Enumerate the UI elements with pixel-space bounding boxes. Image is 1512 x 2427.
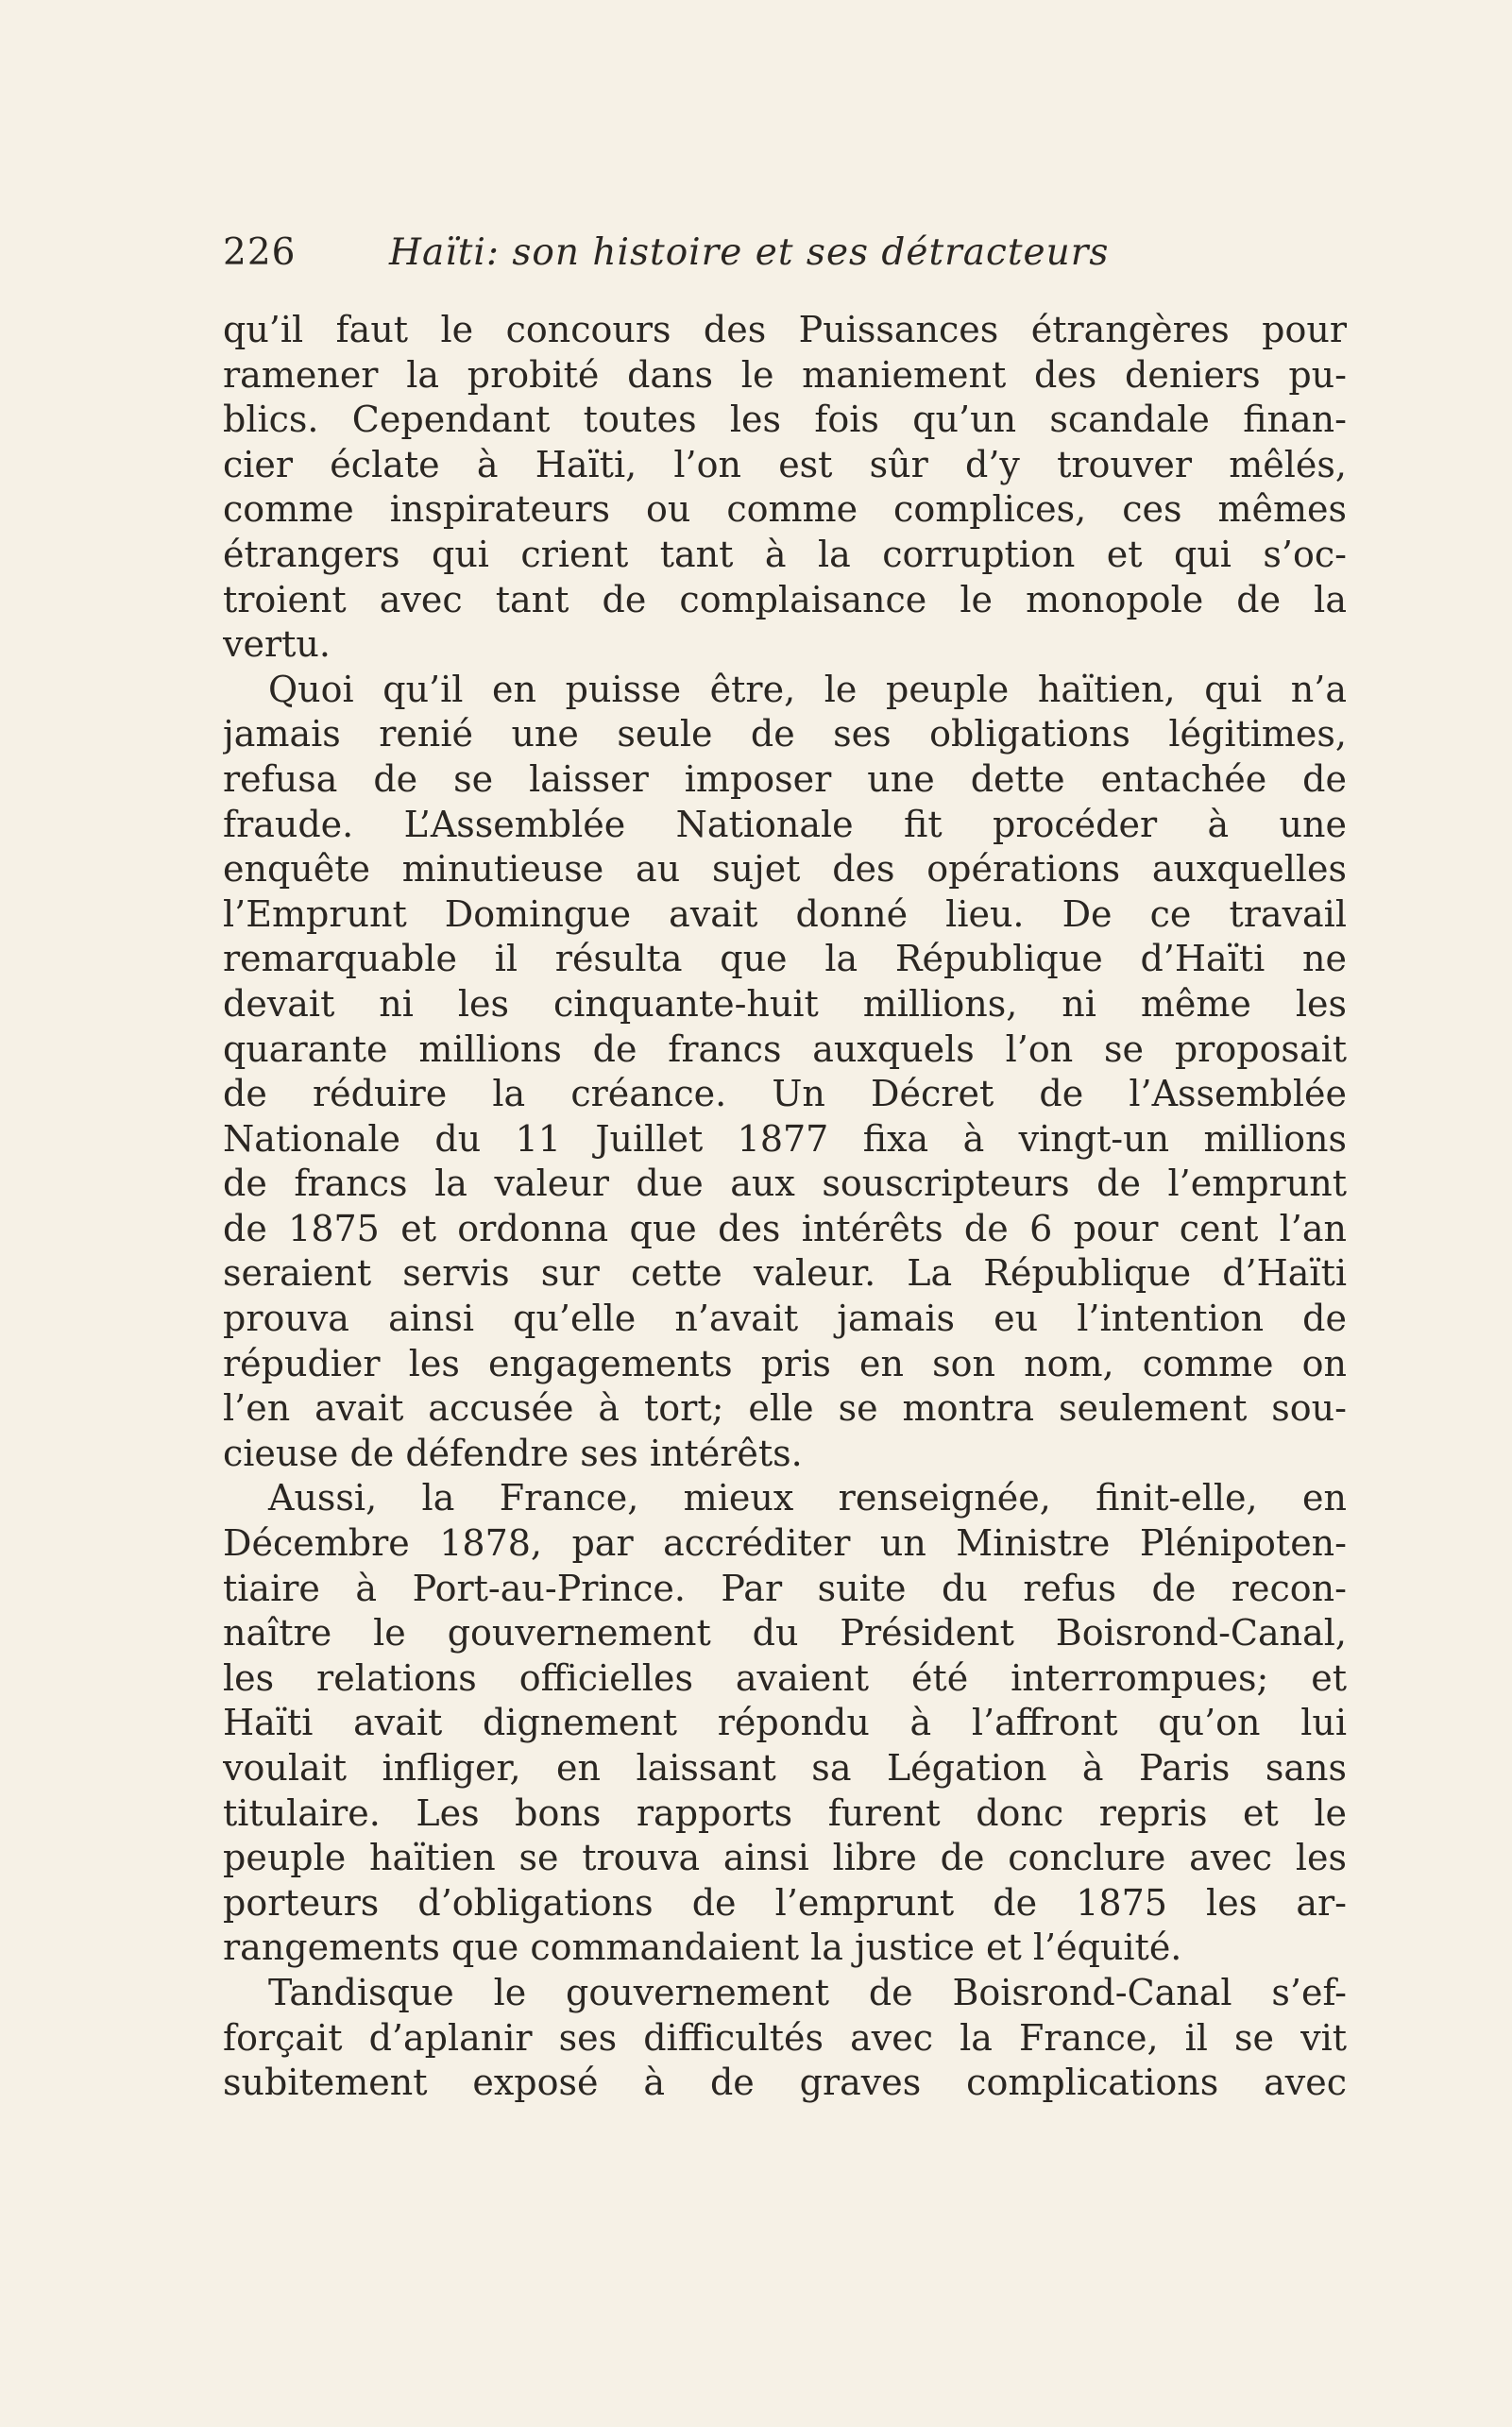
text-line: prouva ainsi qu’elle n’avait jamais eu l’intention de (223, 1298, 1347, 1340)
text-line: de francs la valeur due aux souscripteurs de l’emprunt (223, 1163, 1347, 1205)
body-text (223, 308, 1347, 2106)
text-line: ramener la probité dans le maniement des deniers pu- (223, 353, 1347, 396)
text-line: blics. Cependant toutes les fois qu’un scandale finan- (223, 399, 1347, 441)
text-line: Décembre 1878, par accréditer un Ministre Plénipoten- (223, 1522, 1347, 1565)
text-line: cier éclate à Haïti, l’on est sûr d’y trouver mêlés, (223, 443, 1347, 485)
text-line: voulait infliger, en laissant sa Légation à Paris sans (223, 1747, 1347, 1789)
text-line: devait ni les cinquante-huit millions, ni même les (223, 982, 1347, 1025)
text-line: cieuse de défendre ses intérêts. (223, 1432, 803, 1474)
running-title: Haïti: son histoire et ses détracteurs (389, 231, 1110, 274)
text-line: Haïti avait dignement répondu à l’affront qu’on lui (223, 1702, 1347, 1744)
text-line: de 1875 et ordonna que des intérêts de 6 pour cent l’an (223, 1207, 1347, 1249)
paragraph-start-line: Quoi qu’il en puisse être, le peuple haïtien, qui n’a (268, 668, 1347, 710)
text-line: l’en avait accusée à tort; elle se montra seulement sou- (223, 1387, 1347, 1430)
text-line: naître le gouvernement du Président Boisrond-Canal, (223, 1612, 1347, 1655)
text-line: troient avec tant de complaisance le monopole de la (223, 578, 1347, 620)
text-line: qu’il faut le concours des Puissances étrangères pour (223, 309, 1347, 350)
text-line: seraient servis sur cette valeur. La République d’Haïti (223, 1252, 1347, 1295)
text-line: remarquable il résulta que la République d’Haïti ne (223, 938, 1347, 980)
text-line: les relations officielles avaient été interrompues; et (223, 1656, 1347, 1699)
text-line: comme inspirateurs ou comme complices, ces mêmes (223, 488, 1347, 531)
text-line: porteurs d’obligations de l’emprunt de 1875 les ar- (223, 1881, 1347, 1924)
text-line: de réduire la créance. Un Décret de l’Assemblée (223, 1073, 1347, 1115)
paragraph-start-line: Aussi, la France, mieux renseignée, finit-elle, en (268, 1477, 1347, 1519)
text-line: refusa de se laisser imposer une dette entachée de (223, 757, 1347, 800)
text-line: subitement exposé à de graves complications avec (223, 2062, 1347, 2104)
text-line: jamais renié une seule de ses obligations légitimes, (223, 713, 1347, 755)
paragraph-start-line: Tandisque le gouvernement de Boisrond-Canal s’ef- (268, 1971, 1347, 2013)
text-line: fraude. L’Assemblée Nationale fit procéder à une (223, 803, 1347, 845)
text-line: tiaire à Port-au-Prince. Par suite du refus de recon- (223, 1567, 1347, 1609)
text-line: vertu. (223, 623, 331, 666)
text-line: titulaire. Les bons rapports furent donc repris et le (223, 1791, 1347, 1834)
text-line: l’Emprunt Domingue avait donné lieu. De ce travail (223, 892, 1347, 935)
text-line: répudier les engagements pris en son nom, comme on (223, 1342, 1347, 1384)
text-line: forçait d’aplanir ses difficultés avec la France, il se vit (223, 2016, 1347, 2059)
text-line: peuple haïtien se trouva ainsi libre de conclure avec les (223, 1837, 1347, 1879)
running-header (223, 225, 1356, 281)
text-line: Nationale du 11 Juillet 1877 fixa à vingt-un millions (223, 1117, 1347, 1160)
page-number: 226 (223, 231, 297, 274)
text-line: enquête minutieuse au sujet des opérations auxquelles (223, 848, 1347, 891)
text-line: étrangers qui crient tant à la corruption et qui s’oc- (223, 533, 1347, 575)
text-line: rangements que commandaient la justice et l’équité. (223, 1926, 1182, 1969)
text-line: quarante millions de francs auxquels l’on se proposait (223, 1027, 1347, 1070)
